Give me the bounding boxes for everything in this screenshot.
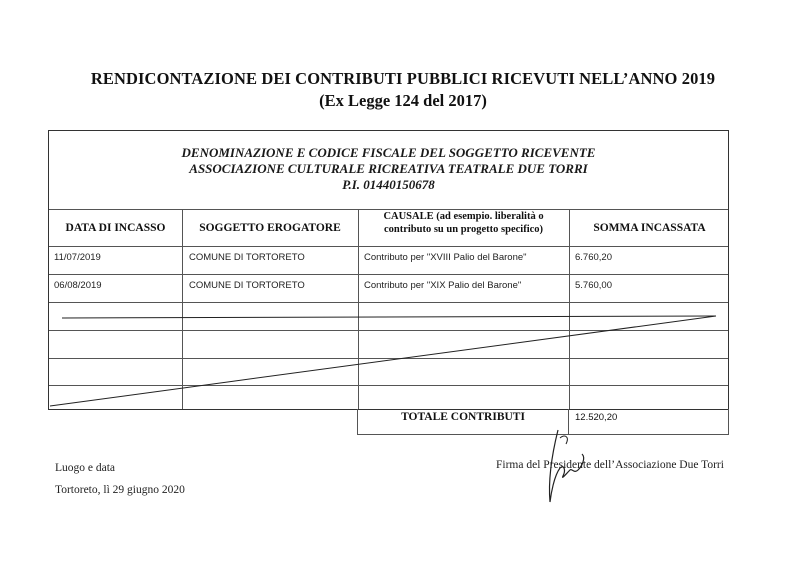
row-2-payer: COMUNE DI TORTORETO xyxy=(189,280,305,291)
strike-line-top xyxy=(62,316,716,318)
column-header-reason-line2: contributo su un progetto specifico) xyxy=(383,224,544,235)
recipient-name: ASSOCIAZIONE CULTURALE RICREATIVA TEATRALE DUE TORRI xyxy=(189,161,588,176)
column-header-amount: SOMMA INCASSATA xyxy=(593,222,706,234)
row-1-amount: 6.760,20 xyxy=(575,252,612,263)
signature-label: Firma del Presidente dell’Associazione Due Torri xyxy=(496,459,724,471)
row-1-reason: Contributo per "XVIII Palio del Barone" xyxy=(364,252,527,263)
column-header-payer: SOGGETTO EROGATORE xyxy=(199,222,341,234)
handwritten-signature xyxy=(530,424,620,508)
place-date-label: Luogo e data xyxy=(55,462,116,474)
strike-through-lines xyxy=(48,130,729,410)
document-subtitle: (Ex Legge 124 del 2017) xyxy=(319,91,487,110)
recipient-vat: P.I. 01440150678 xyxy=(342,177,435,192)
column-header-date: DATA DI INCASSO xyxy=(65,222,166,234)
row-1-payer: COMUNE DI TORTORETO xyxy=(189,252,305,263)
column-header-reason-line1: CAUSALE (ad esempio. liberalità o xyxy=(383,211,544,222)
recipient-heading: DENOMINAZIONE E CODICE FISCALE DEL SOGGETTO RICEVENTE xyxy=(181,145,596,160)
row-1-date: 11/07/2019 xyxy=(54,252,101,263)
place-date: Tortoreto, lì 29 giugno 2020 xyxy=(55,484,185,496)
strike-line-diagonal xyxy=(50,316,716,406)
row-2-reason: Contributo per "XIX Palio del Barone" xyxy=(364,280,522,291)
total-label: TOTALE CONTRIBUTI xyxy=(401,411,525,423)
row-2-amount: 5.760,00 xyxy=(575,280,612,291)
row-2-date: 06/08/2019 xyxy=(54,280,102,291)
document-title: RENDICONTAZIONE DEI CONTRIBUTI PUBBLICI RICEVUTI NELL’ANNO 2019 xyxy=(90,69,716,88)
total-value: 12.520,20 xyxy=(575,412,618,423)
